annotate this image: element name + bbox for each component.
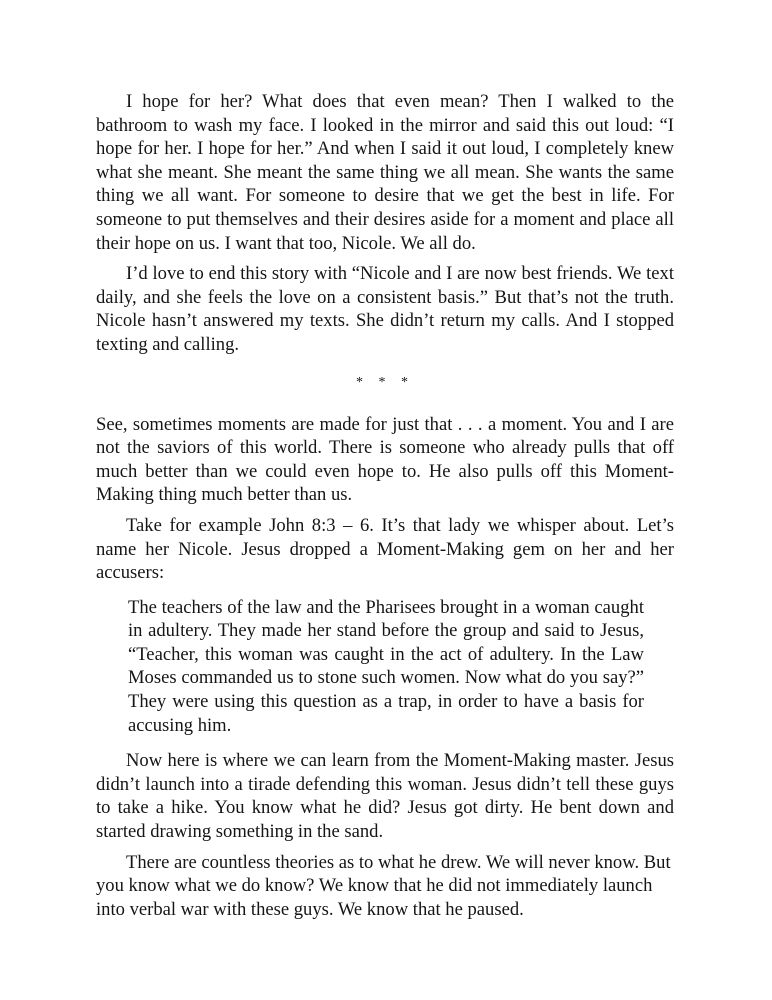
paragraph-moments: See, sometimes moments are made for just that . . . a moment. You and I are not the saviors of this world. There is someone who already pulls that off much better than we could even hope to. He also pulls off this Moment-Making thing much better than us. [96,413,674,506]
scripture-block-quote: The teachers of the law and the Pharisees brought in a woman caught in adultery. They made her stand before the group and said to Jesus, “Teacher, this woman was caught in the act of adultery. In the Law Moses commanded us to stone such women. Now what do you say?” They were using this question as a trap, in order to have a basis for accusing him. [128,596,644,736]
paragraph-countless-theories: There are countless theories as to what he drew. We will never know. But you know what we do know? We know that he did not immediately launch into verbal war with these guys. We know that he paused. [96,851,671,920]
section-break: * * * [356,374,414,390]
paragraph-moment-making-master: Now here is where we can learn from the Moment-Making master. Jesus didn’t launch into a tirade defending this woman. Jesus didn’t tell these guys to take a hike. You know what he did? Jesus got dirty. He bent down and started drawing something in the sand. [96,750,674,843]
paragraph-john-example: Take for example John 8:3 – 6. It’s that lady we whisper about. Let’s name her Nicole. Jesus dropped a Moment-Making gem on her and her accusers: [96,514,674,584]
paragraph-hope-for-her: I hope for her? What does that even mean? Then I walked to the bathroom to wash my face. I looked in the mirror and said this out loud: “I hope for her. I hope for her.” And when I said it out loud, I completely knew what she meant. She meant the same thing we all mean. She wants the same thing we all want. For someone to desire that we get the best in life. For someone to put themselves and their desires aside for a moment and place all their hope on us. I want that too, Nicole. We all do. [96,91,674,254]
book-page [96,90,674,928]
paragraph-end-story: I’d love to end this story with “Nicole and I are now best friends. We text daily, and she feels the love on a consistent basis.” But that’s not the truth. Nicole hasn’t answered my texts. She didn’t return my calls. And I stopped texting and calling. [96,263,674,355]
